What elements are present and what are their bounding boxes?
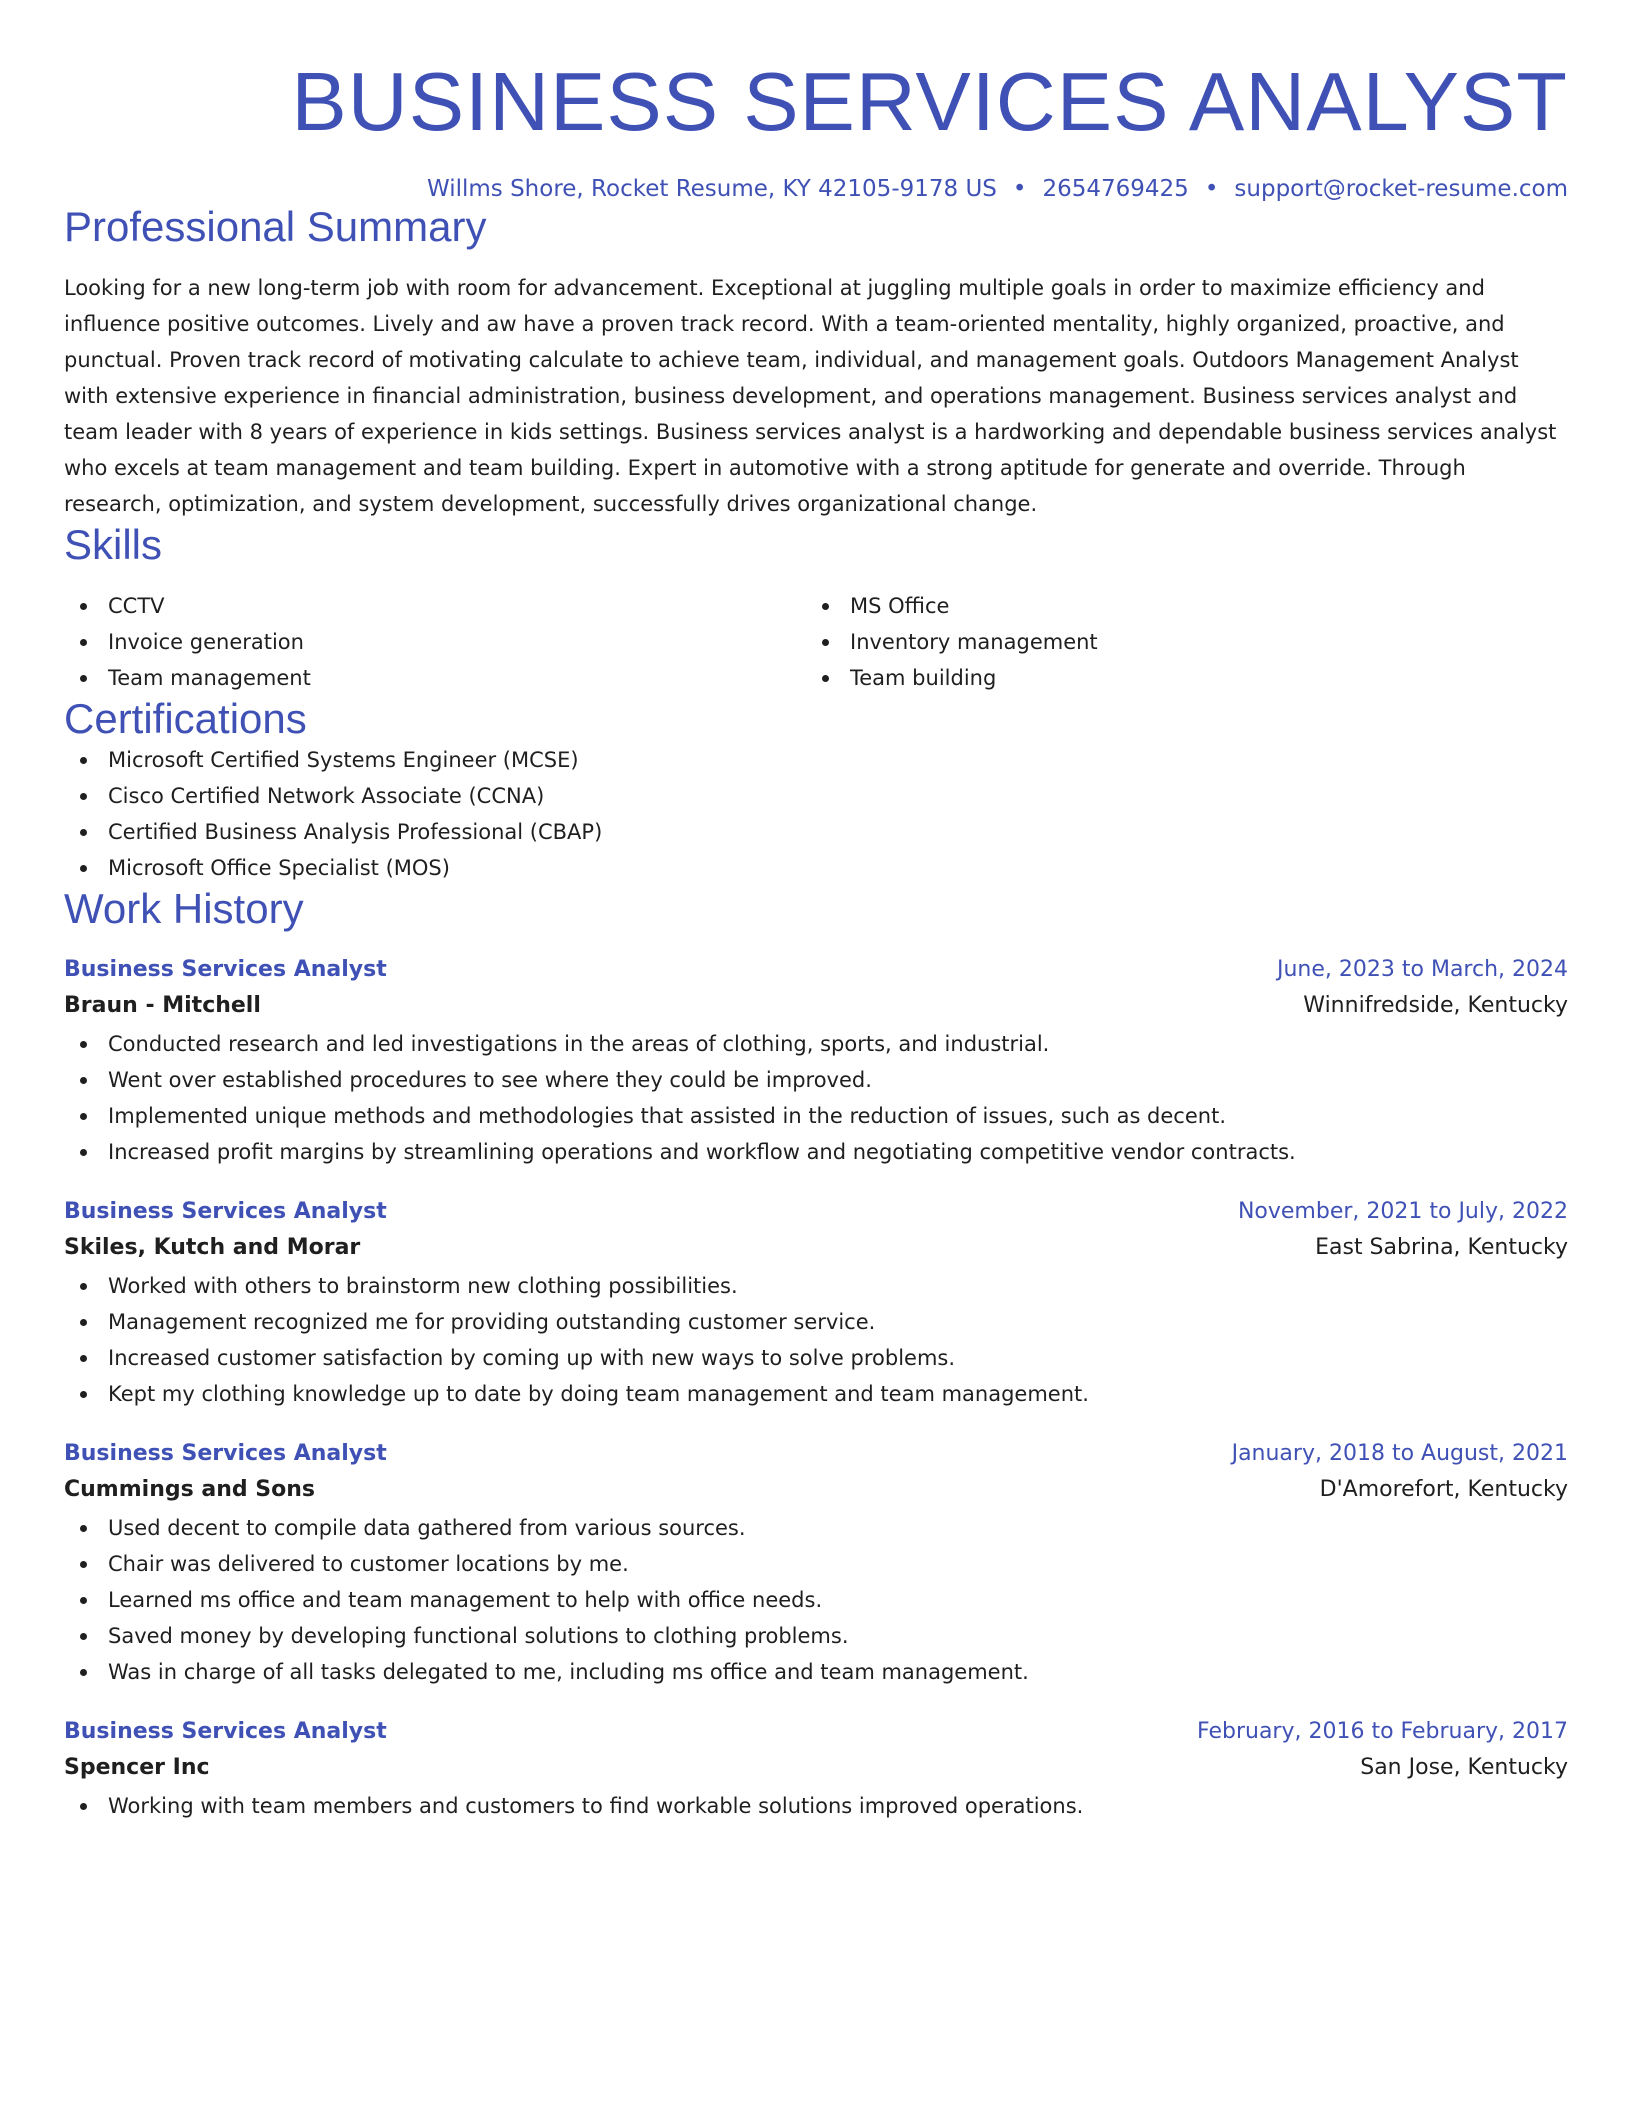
job-company: Skiles, Kutch and Morar (64, 1235, 361, 1261)
job-subheader (64, 986, 1568, 1026)
skill-item: MS Office (806, 588, 1548, 624)
job-bullet: Learned ms office and team management to help with office needs. (64, 1582, 1568, 1618)
job-company: Cummings and Sons (64, 1477, 315, 1503)
job-bullet: Went over established procedures to see where they could be improved. (64, 1062, 1568, 1098)
job-title: Business Services Analyst (64, 957, 387, 983)
job-bullet: Implemented unique methods and methodologies that assisted in the reduction of issues, such as decent. (64, 1098, 1568, 1134)
skills-list-left (64, 588, 806, 696)
certification-item: Cisco Certified Network Associate (CCNA) (64, 778, 1568, 814)
certification-item: Microsoft Office Specialist (MOS) (64, 850, 1568, 886)
skills-grid (64, 588, 1568, 696)
summary-heading: Professional Summary (64, 202, 487, 250)
contact-address: Willms Shore, Rocket Resume, KY 42105-9178 US (426, 176, 997, 202)
job-header (64, 1196, 1568, 1228)
job-bullets (64, 1510, 1568, 1690)
contact-line (64, 176, 1568, 204)
job-dates: June, 2023 to March, 2024 (1277, 957, 1568, 983)
certification-item: Microsoft Certified Systems Engineer (MCSE) (64, 742, 1568, 778)
job-dates: February, 2016 to February, 2017 (1197, 1719, 1568, 1745)
job-entry (64, 1438, 1568, 1690)
job-location: D'Amorefort, Kentucky (1319, 1477, 1568, 1503)
job-bullet: Increased profit margins by streamlining operations and workflow and negotiating competitive vendor contracts. (64, 1134, 1568, 1170)
contact-phone: 2654769425 (1042, 176, 1189, 202)
job-bullets (64, 1268, 1568, 1412)
certifications-heading: Certifications (64, 694, 307, 742)
skill-item: Team management (64, 660, 806, 696)
job-entry (64, 1716, 1568, 1824)
job-entry (64, 1196, 1568, 1412)
job-bullets (64, 1026, 1568, 1170)
job-subheader (64, 1470, 1568, 1510)
contact-separator: • (1012, 176, 1027, 202)
job-bullet: Kept my clothing knowledge up to date by doing team management and team management. (64, 1376, 1568, 1412)
job-bullet: Management recognized me for providing outstanding customer service. (64, 1304, 1568, 1340)
certification-item: Certified Business Analysis Professional (CBAP) (64, 814, 1568, 850)
job-bullet: Increased customer satisfaction by coming up with new ways to solve problems. (64, 1340, 1568, 1376)
job-bullet: Saved money by developing functional solutions to clothing problems. (64, 1618, 1568, 1654)
job-company: Braun - Mitchell (64, 993, 261, 1019)
skill-item: Team building (806, 660, 1548, 696)
skill-item: Invoice generation (64, 624, 806, 660)
job-header (64, 954, 1568, 986)
resume-page (64, 0, 1568, 1824)
skills-list-right (806, 588, 1548, 696)
resume-title: BUSINESS SERVICES ANALYST (291, 55, 1568, 148)
contact-email: support@rocket-resume.com (1234, 176, 1568, 202)
job-company: Spencer Inc (64, 1755, 210, 1781)
job-dates: January, 2018 to August, 2021 (1231, 1441, 1568, 1467)
job-bullet: Working with team members and customers to find workable solutions improved operations. (64, 1788, 1568, 1824)
job-entry (64, 954, 1568, 1170)
job-bullet: Conducted research and led investigations in the areas of clothing, sports, and industrial. (64, 1026, 1568, 1062)
contact-separator: • (1204, 176, 1219, 202)
job-subheader (64, 1748, 1568, 1788)
job-location: San Jose, Kentucky (1360, 1755, 1568, 1781)
job-location: Winnifredside, Kentucky (1303, 993, 1568, 1019)
job-bullet: Worked with others to brainstorm new clothing possibilities. (64, 1268, 1568, 1304)
job-title: Business Services Analyst (64, 1719, 387, 1745)
skills-column-left (64, 588, 806, 696)
job-bullet: Was in charge of all tasks delegated to me, including ms office and team management. (64, 1654, 1568, 1690)
job-header (64, 1438, 1568, 1470)
summary-text: Looking for a new long-term job with room for advancement. Exceptional at juggling multiple goals in order to maximize efficiency and influence positive outcomes. Lively and aw have a proven track record. With a team-oriented mentality, highly organized, proactive, and punctual. Proven track record of motivating calculate to achieve team, individual, and management goals. Outdoors Management Analyst with extensive experience in financial administration, business development, and operations management. Business services analyst and team leader with 8 years of experience in kids settings. Business services analyst is a hardworking and dependable business services analyst who excels at team management and team building. Expert in automotive with a strong aptitude for generate and override. Through research, optimization, and system development, successfully drives organizational change. (64, 275, 1557, 516)
work-history-heading: Work History (64, 885, 304, 933)
job-bullet: Chair was delivered to customer locations by me. (64, 1546, 1568, 1582)
job-header (64, 1716, 1568, 1748)
job-bullets (64, 1788, 1568, 1824)
job-location: East Sabrina, Kentucky (1315, 1235, 1568, 1261)
job-dates: November, 2021 to July, 2022 (1237, 1199, 1568, 1225)
skills-column-right (806, 588, 1548, 696)
certifications-list (64, 742, 1568, 886)
skill-item: CCTV (64, 588, 806, 624)
job-subheader (64, 1228, 1568, 1268)
work-history-list (64, 954, 1568, 1824)
skills-heading: Skills (64, 520, 163, 568)
job-title: Business Services Analyst (64, 1441, 387, 1467)
job-bullet: Used decent to compile data gathered from various sources. (64, 1510, 1568, 1546)
job-title: Business Services Analyst (64, 1199, 387, 1225)
skill-item: Inventory management (806, 624, 1548, 660)
